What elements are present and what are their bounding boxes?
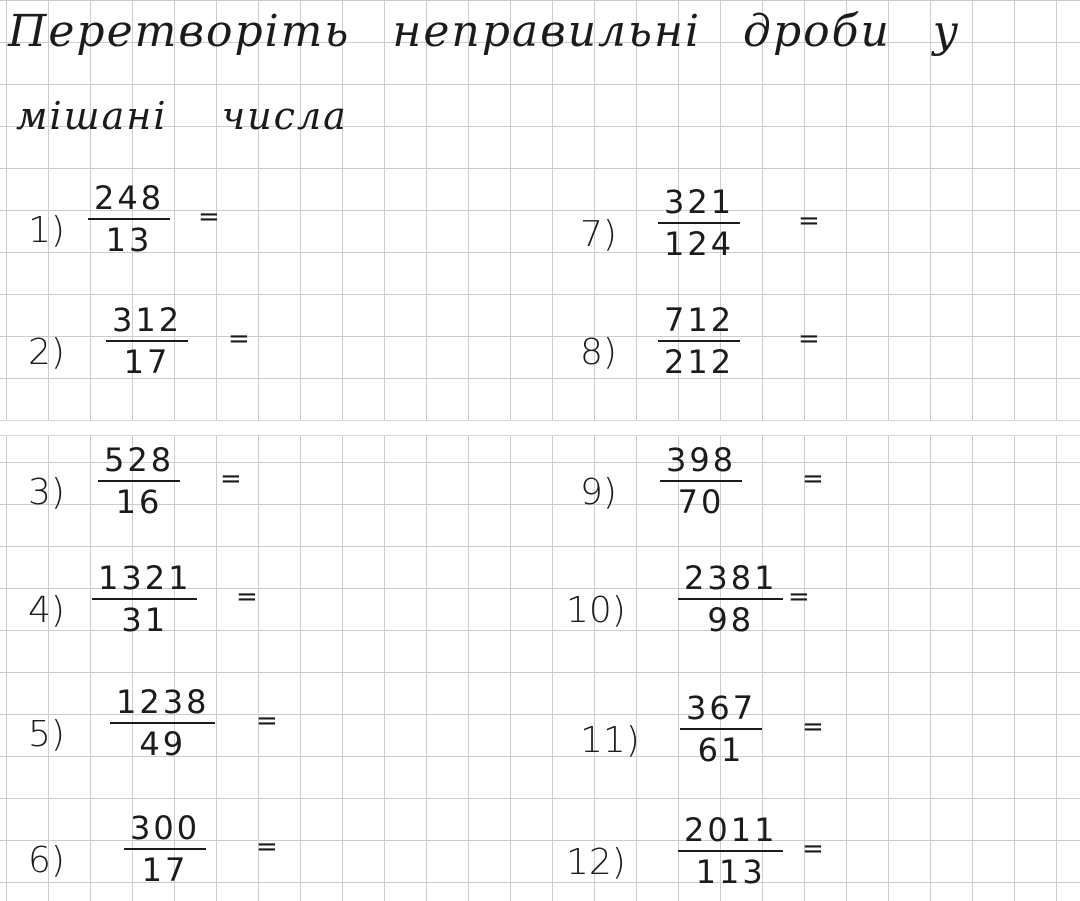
equals-sign: =: [798, 324, 820, 354]
fraction: [124, 810, 206, 888]
fraction: [88, 180, 170, 258]
problem-number: 8): [580, 332, 617, 373]
fraction-bar: [678, 598, 783, 600]
fraction: [106, 302, 188, 380]
fraction-bar: [106, 340, 188, 342]
page-break: [0, 420, 1080, 436]
numerator: 248: [94, 179, 165, 217]
denominator: 212: [664, 343, 735, 381]
numerator: 2381: [684, 559, 778, 597]
fraction-bar: [678, 850, 783, 852]
problem-number: 2): [28, 332, 65, 373]
fraction-bar: [658, 222, 740, 224]
denominator: 98: [707, 601, 755, 639]
task-heading-line-2: мішані числа: [16, 94, 348, 138]
fraction: [678, 812, 783, 890]
numerator: 2011: [684, 811, 778, 849]
fraction: [110, 684, 215, 762]
denominator: 31: [121, 601, 169, 639]
task-heading-line-1: Перетворіть неправильні дроби у: [8, 6, 961, 57]
problem-number: 5): [28, 714, 65, 755]
equals-sign: =: [256, 832, 278, 862]
denominator: 17: [141, 851, 189, 889]
numerator: 1321: [98, 559, 192, 597]
denominator: 49: [139, 725, 187, 763]
denominator: 113: [695, 853, 766, 891]
numerator: 712: [664, 301, 735, 339]
fraction: [658, 184, 740, 262]
equals-sign: =: [802, 834, 824, 864]
numerator: 367: [686, 689, 757, 727]
equals-sign: =: [228, 324, 250, 354]
problem-number: 7): [580, 214, 617, 255]
problem-number: 6): [28, 840, 65, 881]
numerator: 528: [104, 441, 175, 479]
problem-number: 9): [580, 472, 617, 513]
fraction-bar: [658, 340, 740, 342]
fraction: [658, 302, 740, 380]
numerator: 321: [664, 183, 735, 221]
equals-sign: =: [198, 202, 220, 232]
numerator: 398: [666, 441, 737, 479]
fraction-bar: [88, 218, 170, 220]
fraction: [660, 442, 742, 520]
denominator: 17: [123, 343, 171, 381]
numerator: 312: [112, 301, 183, 339]
fraction-bar: [110, 722, 215, 724]
fraction: [680, 690, 762, 768]
numerator: 300: [130, 809, 201, 847]
fraction: [92, 560, 197, 638]
fraction-bar: [660, 480, 742, 482]
denominator: 70: [677, 483, 725, 521]
equals-sign: =: [802, 712, 824, 742]
denominator: 61: [697, 731, 745, 769]
numerator: 1238: [116, 683, 210, 721]
problem-number: 3): [28, 472, 65, 513]
denominator: 16: [115, 483, 163, 521]
fraction-bar: [92, 598, 197, 600]
equals-sign: =: [798, 206, 820, 236]
fraction: [98, 442, 180, 520]
denominator: 124: [664, 225, 735, 263]
equals-sign: =: [256, 706, 278, 736]
equals-sign: =: [802, 464, 824, 494]
problem-number: 4): [28, 590, 65, 631]
fraction-bar: [680, 728, 762, 730]
problem-number: 11): [580, 720, 640, 761]
equals-sign: =: [236, 582, 258, 612]
equals-sign: =: [220, 464, 242, 494]
denominator: 13: [105, 221, 153, 259]
problem-number: 1): [28, 210, 65, 251]
fraction: [678, 560, 783, 638]
problem-number: 10): [566, 590, 626, 631]
fraction-bar: [98, 480, 180, 482]
problem-number: 12): [566, 842, 626, 883]
equals-sign: =: [788, 582, 810, 612]
fraction-bar: [124, 848, 206, 850]
